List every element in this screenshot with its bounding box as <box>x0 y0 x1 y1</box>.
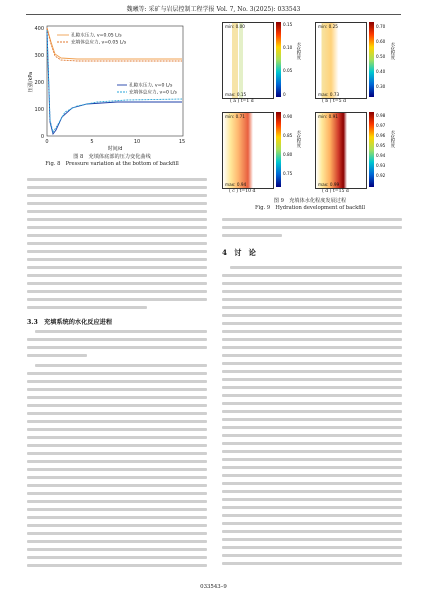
panel-c-colorbar <box>276 112 281 187</box>
cbar-tick: 0.80 <box>283 152 293 157</box>
legend-pwp-static: 孔隙水压力, v=0 L/s <box>129 83 173 89</box>
panel-b-max: max: 0.73 <box>318 92 340 97</box>
cbar-tick: 0.10 <box>283 45 293 50</box>
cbar-tick: 0.60 <box>376 39 386 44</box>
section-3-3-heading: 3.3 充填系统的水化反应进程 <box>27 319 113 326</box>
section-4-heading: 4 讨 论 <box>222 248 256 257</box>
cbar-tick: 0.90 <box>283 114 293 119</box>
colorbar-label: 水化程度 <box>296 130 301 148</box>
panel-d <box>315 112 367 189</box>
figure-8-caption-en: Fig. 8 Pressure variation at the bottom of backfill <box>45 161 179 167</box>
panel-c-label: ( c ) t=10 d <box>229 189 256 194</box>
cbar-tick: 0.96 <box>376 133 386 138</box>
xtick: 0 <box>45 139 49 145</box>
panel-d-max: max: 0.99 <box>318 182 340 187</box>
ytick: 200 <box>34 80 44 86</box>
figure-9-caption <box>215 198 405 212</box>
ytick: 0 <box>40 134 44 140</box>
ytick: 300 <box>34 53 44 59</box>
figure-9-caption-en: Fig. 9 Hydration development of backfill <box>254 205 366 211</box>
ytick: 400 <box>34 26 44 32</box>
figure-8-chart <box>27 22 187 152</box>
panel-a-max: max: 0.15 <box>225 92 247 97</box>
cbar-tick: 0.95 <box>376 143 386 148</box>
figure-8-caption <box>27 154 197 168</box>
colorbar-label: 水化程度 <box>390 130 395 148</box>
panel-d-label: ( d ) t=15 d <box>322 189 349 194</box>
cbar-tick: 0.94 <box>376 153 386 158</box>
panel-a <box>222 22 274 99</box>
cbar-tick: 0.70 <box>376 24 386 29</box>
xtick: 15 <box>178 139 186 145</box>
x-axis-label: 时间/d <box>107 146 123 152</box>
cbar-tick: 0.15 <box>283 22 293 27</box>
panel-b <box>315 22 367 99</box>
cbar-tick: 0.93 <box>376 163 386 168</box>
panel-d-min: min: 0.91 <box>318 114 338 119</box>
cbar-tick: 0.92 <box>376 173 386 178</box>
xtick: 10 <box>133 139 141 145</box>
ytick: 100 <box>34 107 44 113</box>
header-rule <box>26 14 401 15</box>
cbar-tick: 0.75 <box>283 171 293 176</box>
cbar-tick: 0.05 <box>283 68 293 73</box>
colorbar-label: 水化程度 <box>390 42 395 60</box>
cbar-tick: 0.30 <box>376 84 386 89</box>
cbar-tick: 0.50 <box>376 54 386 59</box>
cbar-tick: 0.98 <box>376 113 386 118</box>
panel-a-colorbar <box>276 22 281 97</box>
legend-stress-flow: 充填体总应力, v=0.05 L/s <box>71 40 127 46</box>
y-axis-label: 压强/kPa <box>28 71 34 93</box>
xtick: 5 <box>90 139 94 145</box>
legend-pwp-flow: 孔隙水压力, v=0.05 L/s <box>71 33 122 39</box>
panel-c <box>222 112 274 189</box>
cbar-tick: 0 <box>283 92 286 97</box>
panel-b-label: ( b ) t=5 d <box>322 99 346 104</box>
cbar-tick: 0.97 <box>376 123 386 128</box>
figure-9-caption-cn: 图 9 充填体水化程度发展过程 <box>273 198 347 204</box>
panel-c-min: min: 0.71 <box>225 114 245 119</box>
colorbar-label: 水化程度 <box>296 42 301 60</box>
legend-stress-static: 充填体总应力, v=0 L/s <box>129 90 177 96</box>
cbar-tick: 0.40 <box>376 69 386 74</box>
panel-a-min: min: 0.00 <box>225 24 245 29</box>
panel-d-colorbar <box>369 112 374 187</box>
cbar-tick: 0.85 <box>283 133 293 138</box>
journal-header: 魏曦等: 采矿与岩层控制工程学报 Vol. 7, No. 3(2025): 033543 <box>126 6 301 13</box>
panel-b-min: min: 0.25 <box>318 24 338 29</box>
page-number: 033543–9 <box>200 584 227 590</box>
panel-c-max: max: 0.94 <box>225 182 247 187</box>
figure-8-caption-cn: 图 8 充填体底部的压力变化曲线 <box>73 154 151 160</box>
panel-b-colorbar <box>369 22 374 97</box>
panel-a-label: ( a ) t=1 d <box>230 99 254 104</box>
